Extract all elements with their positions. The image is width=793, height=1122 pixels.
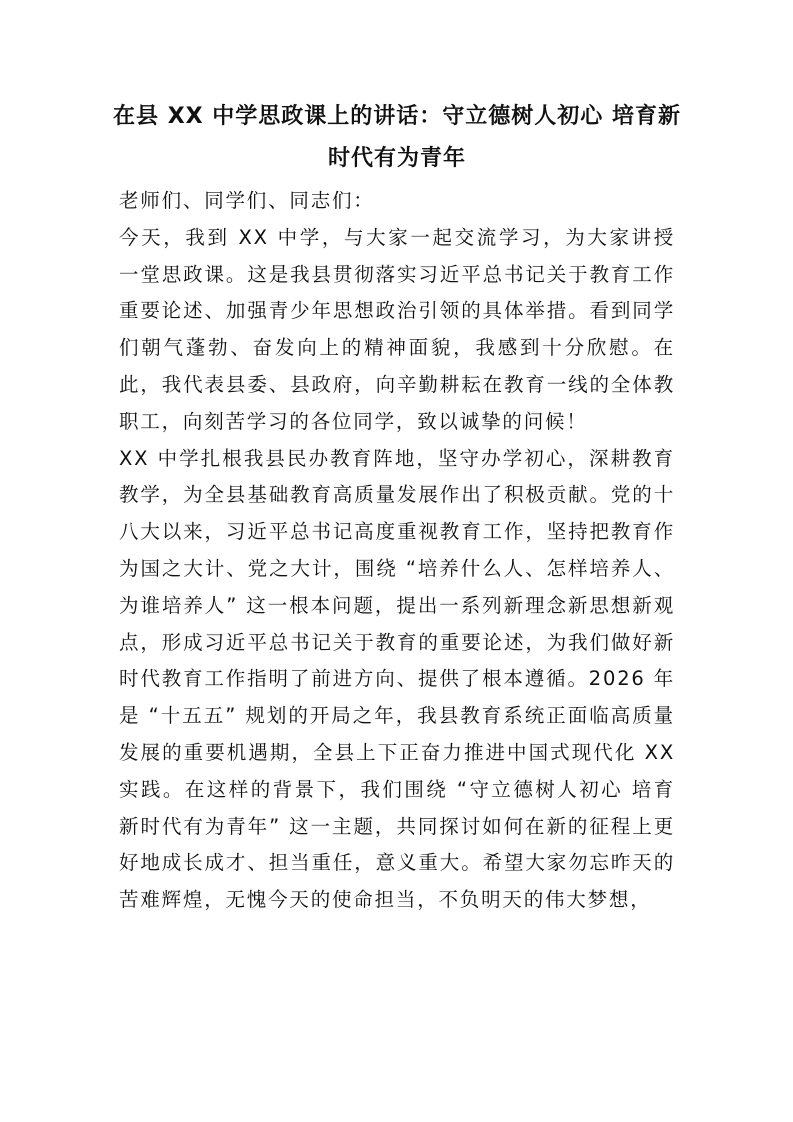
- salutation: 老师们、同学们、同志们：: [119, 189, 375, 212]
- paragraph-1: 今天，我到 XX 中学，与大家一起交流学习，为大家讲授一堂思政课。这是我县贯彻落实习近平总书记关于教育工作重要论述、加强青少年思想政治引领的具体举措。看到同学们朝气蓬勃、奋发向上的精神面貌，我感到十分欣慰。在此，我代表县委、县政府，向辛勤耕耘在教育一线的全体教职工，向刻苦学习的各位同学，致以诚挚的问候！: [119, 225, 675, 433]
- paragraph-2: XX 中学扎根我县民办教育阵地，坚守办学初心，深耕教育教学，为全县基础教育高质量发展作出了积极贡献。党的十八大以来，习近平总书记高度重视教育工作，坚持把教育作为国之大计、党之大计，围绕 “培养什么人、怎样培养人、为谁培养人” 这一根本问题，提出一系列新理念新思想新观点，形成习近平总书记关于教育的重要论述，为我们做好新时代教育工作指明了前进方向、提供了根本遵循。2026 年是 “十五五” 规划的开局之年，我县教育系统正面临高质量发展的重要机遇期，全县上下正奋力推进中国式现代化 XX 实践。在这样的背景下，我们围绕 “守立德树人初心 培育新时代有为青年” 这一主题，共同探讨如何在新的征程上更好地成长成才、担当重任，意义重大。希望大家勿忘昨天的苦难辉煌，无愧今天的使命担当，不负明天的伟大梦想，: [119, 446, 675, 912]
- document-title: 在县 XX 中学思政课上的讲话：守立德树人初心 培育新时代有为青年: [113, 104, 681, 171]
- document-body: [119, 183, 675, 919]
